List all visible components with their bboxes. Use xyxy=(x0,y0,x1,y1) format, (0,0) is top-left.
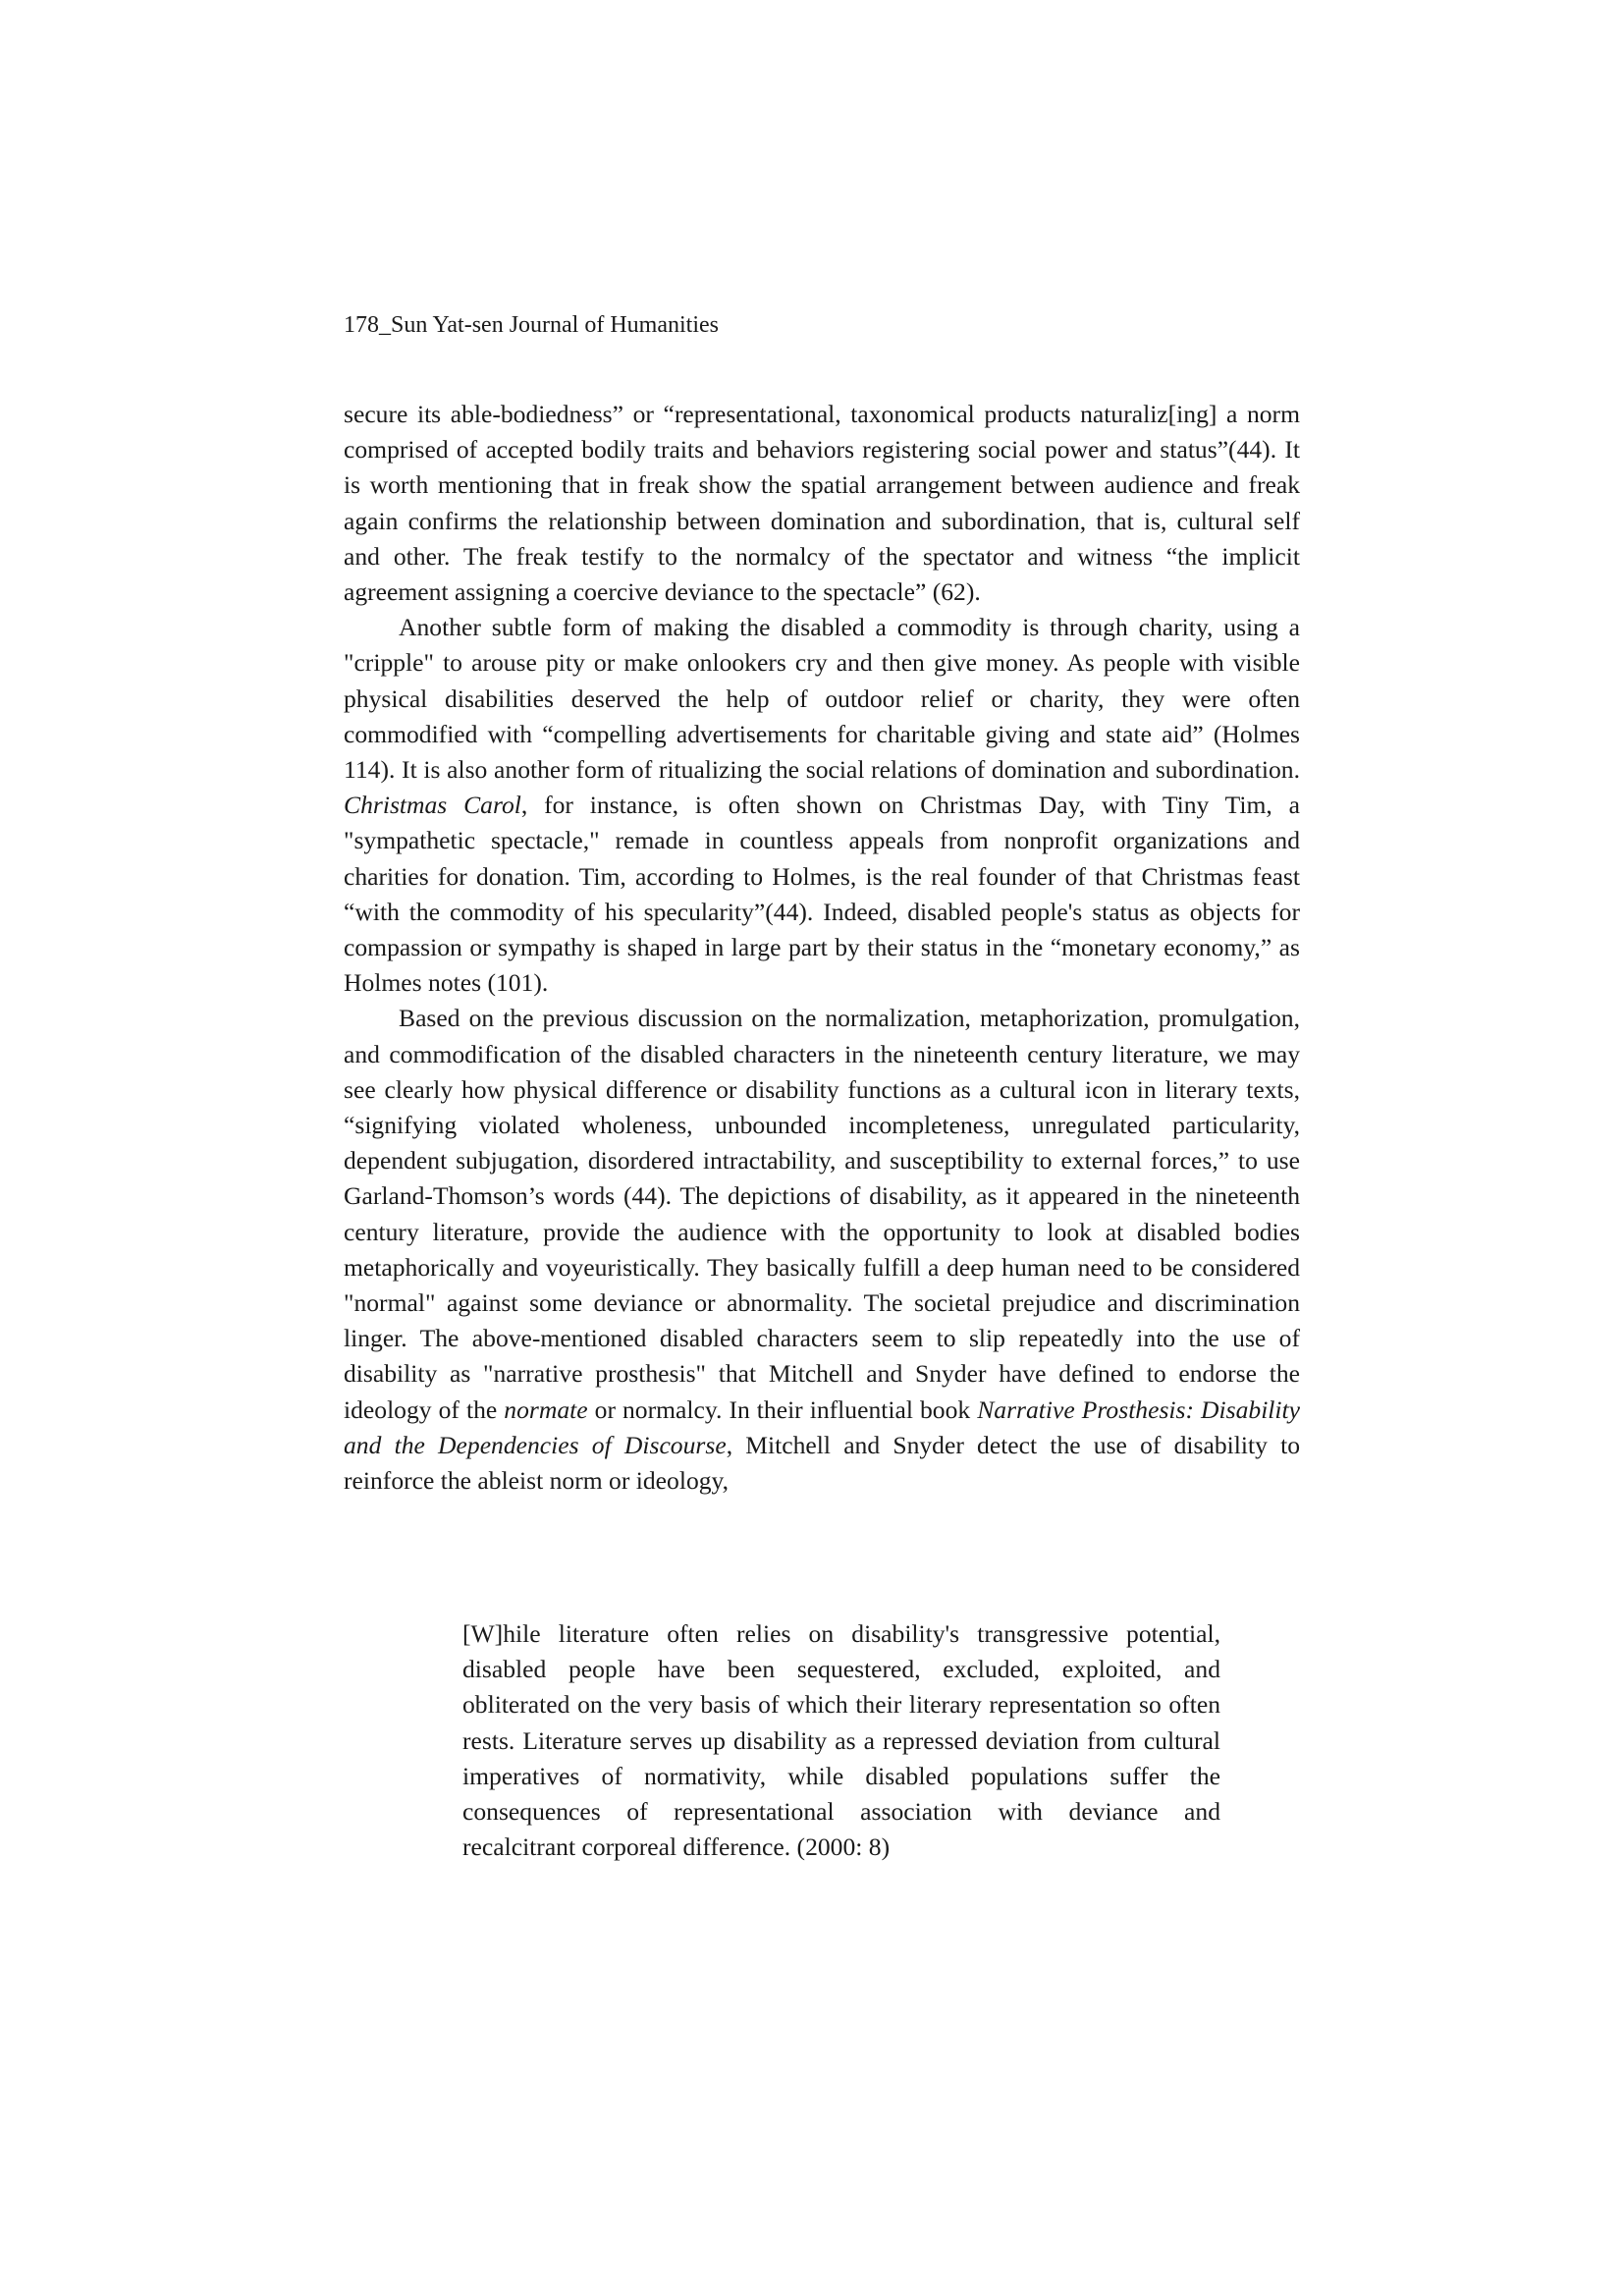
paragraph-3-text-3: , Mitchell and Snyder detect the use of disability to reinforce the ableist norm or ideology, xyxy=(344,1430,1300,1496)
running-head: 178_Sun Yat-sen Journal of Humanities xyxy=(344,312,719,338)
paragraph-1: secure its able-bodiedness” or “representational, taxonomical products naturaliz[ing] a norm comprised of accepted bodily traits and behaviors registering social power and status”(44). It is worth mentioning that in freak show the spatial arrangement between audience and freak again confirms the relationship between domination and subordination, that is, cultural self and other. The freak testify to the normalcy of the spectator and witness “the implicit agreement assigning a coercive deviance to the spectacle” (62). xyxy=(344,400,1300,607)
paragraph-2-text-2: , for instance, is often shown on Christmas Day, with Tiny Tim, a "sympathetic spectacle," remade in countless appeals from nonprofit organizations and charities for donation. Tim, according to Holmes, is the real founder of that Christmas feast “with the commodity of his specularity”(44). Indeed, disabled people's status as objects for compassion or sympathy is shaped in large part by their status in the “monetary economy,” as Holmes notes (101). xyxy=(344,791,1300,998)
paragraph-3-text-1: Based on the previous discussion on the normalization, metaphorization, promulgation, and commodification of the disabled characters in the nineteenth century literature, we may see clearly how physical difference or disability functions as a cultural icon in literary texts, “signifying violated wholeness, unbounded incompleteness, unregulated particularity, dependent subjugation, disordered intractability, and susceptibility to external forces,” to use Garland-Thomson’s words (44). The depictions of disability, as it appeared in the nineteenth century literature, provide the audience with the opportunity to look at disabled bodies metaphorically and voyeuristically. They basically fulfill a deep human need to be considered "normal" against some deviance or abnormality. The societal prejudice and discrimination linger. The above-mentioned disabled characters seem to slip repeatedly into the use of disability as "narrative prosthesis" that Mitchell and Snyder have defined to endorse the ideology of the xyxy=(344,1004,1300,1424)
paragraph-2-text-1: Another subtle form of making the disabled a commodity is through charity, using a "cripple" to arouse pity or make onlookers cry and then give money. As people with visible physical disabilities deserved the help of outdoor relief or charity, they were often commodified with “compelling advertisements for charitable giving and state aid” (Holmes 114). It is also another form of ritualizing the social relations of domination and subordination. xyxy=(344,613,1300,785)
block-quote: [W]hile literature often relies on disability's transgressive potential, disabled people have been sequestered, excluded, exploited, and obliterated on the very basis of which their literary representation so often rests. Literature serves up disability as a repressed deviation from cultural imperatives of normativity, while disabled populations suffer the consequences of representational association with deviance and recalcitrant corporeal difference. (2000: 8) xyxy=(462,1619,1220,1862)
title-narrative-prosthesis: Narrative Prosthesis: Disability and the Dependencies of Discourse xyxy=(344,1394,1301,1459)
paragraph-2 xyxy=(344,610,1300,1001)
term-normate: normate xyxy=(504,1394,588,1424)
title-christmas-carol: Christmas Carol xyxy=(344,791,521,820)
paragraph-3 xyxy=(344,1001,1300,1499)
paragraph-3-text-2: or normalcy. In their influential book xyxy=(587,1394,978,1424)
article-body xyxy=(344,397,1300,1499)
